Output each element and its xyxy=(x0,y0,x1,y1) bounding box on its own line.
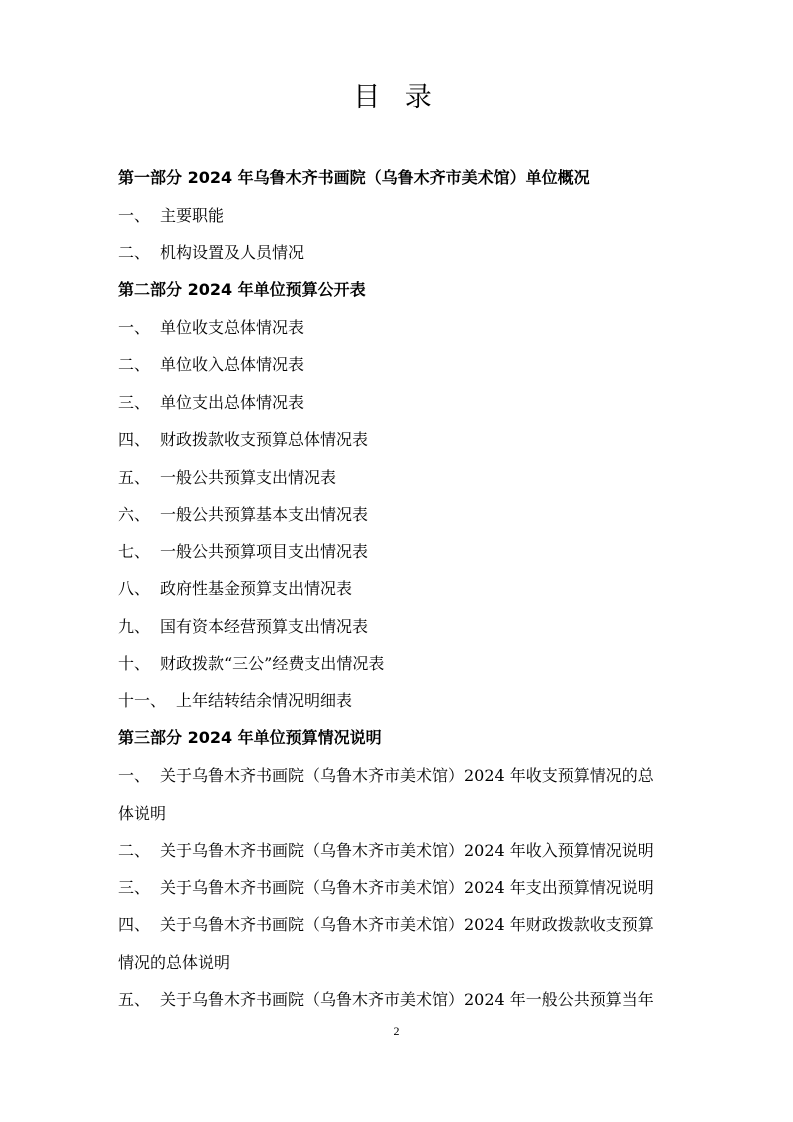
toc-item-number: 三、 xyxy=(118,878,151,897)
toc-item-text: 关于乌鲁木齐书画院（乌鲁木齐市美术馆）2024 年支出预算情况说明 xyxy=(160,878,654,897)
part1-heading: 第一部分 2024 年乌鲁木齐书画院（乌鲁木齐市美术馆）单位概况 xyxy=(118,168,590,187)
toc-item-number: 七、 xyxy=(118,542,151,561)
toc-item xyxy=(118,503,728,527)
page-number: 2 xyxy=(393,1024,400,1038)
toc-item-text: 关于乌鲁木齐书画院（乌鲁木齐市美术馆）2024 年一般公共预算当年 xyxy=(160,990,654,1009)
toc-item-text: 主要职能 xyxy=(160,206,225,225)
toc-item-text: 机构设置及人员情况 xyxy=(160,243,305,262)
toc-item xyxy=(118,353,728,377)
toc-item-text: 国有资本经营预算支出情况表 xyxy=(160,617,369,636)
toc-item-number: 十、 xyxy=(118,654,151,673)
toc-item-text: 一般公共预算支出情况表 xyxy=(160,468,337,487)
toc-item-number: 六、 xyxy=(118,505,151,524)
part3-heading: 第三部分 2024 年单位预算情况说明 xyxy=(118,728,382,747)
toc-item xyxy=(118,428,728,452)
toc-item xyxy=(118,577,728,601)
toc-item-number: 五、 xyxy=(118,468,151,487)
toc-item xyxy=(118,652,728,676)
toc-item-number: 一、 xyxy=(118,318,151,337)
toc-item-number: 五、 xyxy=(118,990,151,1009)
toc-item xyxy=(118,204,728,228)
toc-item-continuation: 体说明 xyxy=(118,804,167,823)
toc-item xyxy=(118,764,728,788)
toc-item xyxy=(118,466,728,490)
toc-item-number: 三、 xyxy=(118,393,151,412)
toc-item-number: 一、 xyxy=(118,206,151,225)
toc-item-number: 二、 xyxy=(118,841,151,860)
toc-item-text: 财政拨款“三公”经费支出情况表 xyxy=(160,654,385,673)
toc-item-text: 政府性基金预算支出情况表 xyxy=(160,579,353,598)
toc-item xyxy=(118,615,728,639)
part2-heading: 第二部分 2024 年单位预算公开表 xyxy=(118,280,366,299)
toc-item xyxy=(118,876,728,900)
toc-item-number: 十一、 xyxy=(118,691,167,710)
toc-item-text: 财政拨款收支预算总体情况表 xyxy=(160,430,369,449)
toc-item xyxy=(118,988,728,1012)
toc-item-number: 四、 xyxy=(118,430,151,449)
toc-item xyxy=(118,391,728,415)
toc-item-number: 一、 xyxy=(118,766,151,785)
toc-item-text: 单位收支总体情况表 xyxy=(160,318,305,337)
toc-item-text: 单位支出总体情况表 xyxy=(160,393,305,412)
toc-item-text: 一般公共预算项目支出情况表 xyxy=(160,542,369,561)
toc-item xyxy=(118,689,728,713)
toc-item xyxy=(118,913,728,937)
toc-item-number: 九、 xyxy=(118,617,151,636)
toc-item-text: 单位收入总体情况表 xyxy=(160,355,305,374)
toc-item-text: 一般公共预算基本支出情况表 xyxy=(160,505,369,524)
toc-item-number: 四、 xyxy=(118,915,151,934)
toc-item-continuation: 情况的总体说明 xyxy=(118,953,231,972)
toc-item-text: 关于乌鲁木齐书画院（乌鲁木齐市美术馆）2024 年财政拨款收支预算 xyxy=(160,915,654,934)
toc-item-number: 八、 xyxy=(118,579,151,598)
toc-item xyxy=(118,316,728,340)
toc-item xyxy=(118,241,728,265)
toc-item-number: 二、 xyxy=(118,243,151,262)
toc-item xyxy=(118,839,728,863)
toc-item-text: 上年结转结余情况明细表 xyxy=(176,691,353,710)
toc-item xyxy=(118,540,728,564)
toc-item-text: 关于乌鲁木齐书画院（乌鲁木齐市美术馆）2024 年收入预算情况说明 xyxy=(160,841,654,860)
toc-item-text: 关于乌鲁木齐书画院（乌鲁木齐市美术馆）2024 年收支预算情况的总 xyxy=(160,766,654,785)
toc-item-number: 二、 xyxy=(118,355,151,374)
page-title: 目 录 xyxy=(353,82,440,113)
